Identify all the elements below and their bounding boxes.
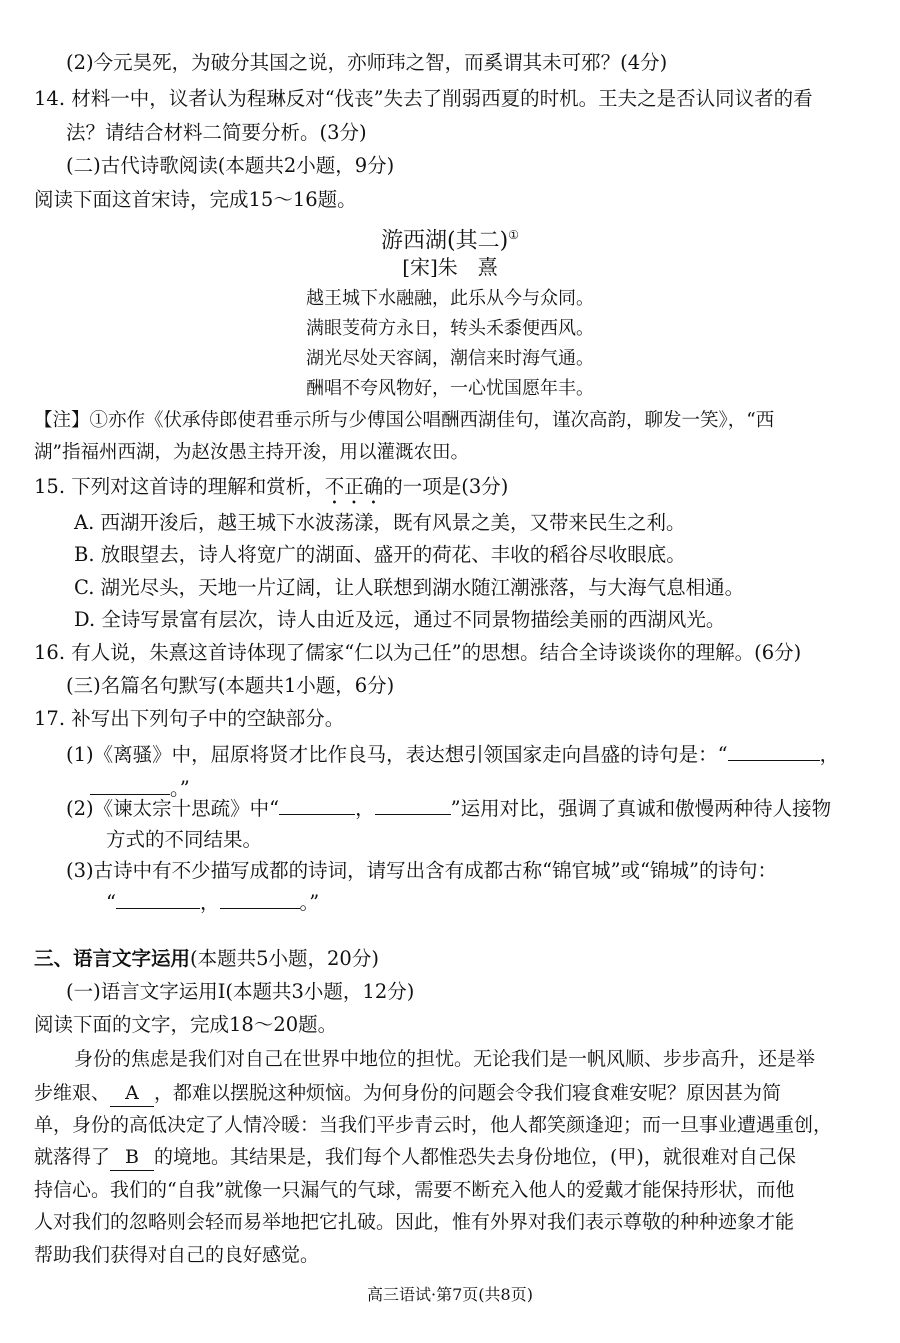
poetry-instruction: 阅读下面这首宋诗，完成15～16题。 xyxy=(34,188,357,211)
passage-line-5: 持信心。我们的“自我”就像一只漏气的气球，需要不断充入他人的爱戴才能保持形状，而他 xyxy=(34,1179,795,1201)
question-13-2: (2)今元昊死，为破分其国之说，亦师玮之智，而奚谓其未可邪？(4分) xyxy=(66,51,668,74)
footnote-marker: ① xyxy=(508,228,519,242)
question-14-line1: 14. 材料一中，议者认为程琳反对“伐丧”失去了削弱西夏的时机。王夫之是否认同议者的看 xyxy=(34,87,813,110)
question-17-part1: (1)《离骚》中，屈原将贤才比作良马，表达想引领国家走向昌盛的诗句是：“ ， xyxy=(66,740,839,768)
option-a: A. 西湖开浚后，越王城下水波荡漾，既有风景之美，又带来民生之利。 xyxy=(74,511,686,534)
language-instruction: 阅读下面的文字，完成18～20题。 xyxy=(34,1013,338,1036)
passage-line-4: 就落得了 B 的境地。其结果是，我们每个人都惟恐失去身份地位，(甲)，就很难对自己保 xyxy=(34,1144,796,1171)
passage-line-3: 单，身份的高低决定了人情冷暖：当我们平步青云时，他人都笑颜逢迎；而一旦事业遭遇重创， xyxy=(34,1114,833,1136)
footnote-line1: 【注】①亦作《伏承侍郎使君垂示所与少傅国公唱酬西湖佳句，谨次高韵，聊发一笑》，“西 xyxy=(34,410,775,431)
question-17-stem: 17. 补写出下列句子中的空缺部分。 xyxy=(34,707,345,730)
footnote-line2: 湖”指福州西湖，为赵汝愚主持开浚，用以灌溉农田。 xyxy=(34,442,469,463)
part-3-heading: 三、语言文字运用(本题共5小题，20分) xyxy=(34,947,379,970)
question-17-part1-cont: 。” xyxy=(90,774,190,802)
emphasis-not-correct: 不正确 xyxy=(324,475,384,498)
poem-author: [宋]朱 熹 xyxy=(402,255,498,279)
option-b: B. 放眼望去，诗人将宽广的湖面、盛开的荷花、丰收的稻谷尽收眼底。 xyxy=(74,543,686,566)
passage-line-6: 人对我们的忽略则会轻而易举地把它扎破。因此，惟有外界对我们表示尊敬的种种迹象才能 xyxy=(34,1211,795,1233)
question-15-stem: 15. 下列对这首诗的理解和赏析，不正确的一项是(3分) xyxy=(34,475,509,498)
passage-line-2: 步维艰、 A ，都难以摆脱这种烦恼。为何身份的问题会令我们寝食难安呢？原因甚为简 xyxy=(34,1080,781,1107)
question-16: 16. 有人说，朱熹这首诗体现了儒家“仁以为己任”的思想。结合全诗谈谈你的理解。(6分) xyxy=(34,641,802,664)
blank-b: B xyxy=(110,1144,154,1171)
passage-line-1: 身份的焦虑是我们对自己在世界中地位的担忧。无论我们是一帆风顺、步步高升，还是举 xyxy=(74,1048,816,1070)
option-d: D. 全诗写景富有层次，诗人由近及远，通过不同景物描绘美丽的西湖风光。 xyxy=(74,608,726,631)
poem-line-1: 越王城下水融融，此乐从今与众同。 xyxy=(306,288,594,309)
question-17-part3-cont: “ ， 。” xyxy=(106,888,319,916)
blank-a: A xyxy=(110,1080,154,1107)
section-poetry-heading: (二)古代诗歌阅读(本题共2小题，9分) xyxy=(66,154,395,177)
poem-title: 游西湖(其二)① xyxy=(381,228,519,254)
answer-blank[interactable] xyxy=(116,888,200,909)
passage-line-7: 帮助我们获得对自己的良好感觉。 xyxy=(34,1244,320,1266)
question-17-part3: (3)古诗中有不少描写成都的诗词，请写出含有成都古称“锦官城”或“锦城”的诗句： xyxy=(66,859,777,882)
question-17-part2: (2)《谏太宗十思疏》中“ ， ”运用对比，强调了真诚和傲慢两种待人接物 xyxy=(66,794,831,822)
answer-blank[interactable] xyxy=(90,774,170,795)
answer-blank[interactable] xyxy=(220,888,300,909)
answer-blank[interactable] xyxy=(728,740,820,761)
section-dictation-heading: (三)名篇名句默写(本题共1小题，6分) xyxy=(66,674,395,697)
option-c: C. 湖光尽头，天地一片辽阔，让人联想到湖水随江潮涨落，与大海气息相通。 xyxy=(74,576,745,599)
poem-line-3: 湖光尽处天容阔，潮信来时海气通。 xyxy=(306,348,594,369)
section-language-1-heading: (一)语言文字运用Ⅰ(本题共3小题，12分) xyxy=(66,980,415,1003)
question-14-line2: 法？请结合材料二简要分析。(3分) xyxy=(66,121,367,144)
question-17-part2-cont: 方式的不同结果。 xyxy=(106,828,263,851)
poem-line-2: 满眼芰荷方永日，转头禾黍便西风。 xyxy=(306,318,594,339)
answer-blank[interactable] xyxy=(279,794,355,815)
answer-blank[interactable] xyxy=(375,794,451,815)
poem-line-4: 酬唱不夸风物好，一心忧国愿年丰。 xyxy=(306,378,594,399)
page-footer: 高三语试·第7页(共8页) xyxy=(367,1285,533,1304)
